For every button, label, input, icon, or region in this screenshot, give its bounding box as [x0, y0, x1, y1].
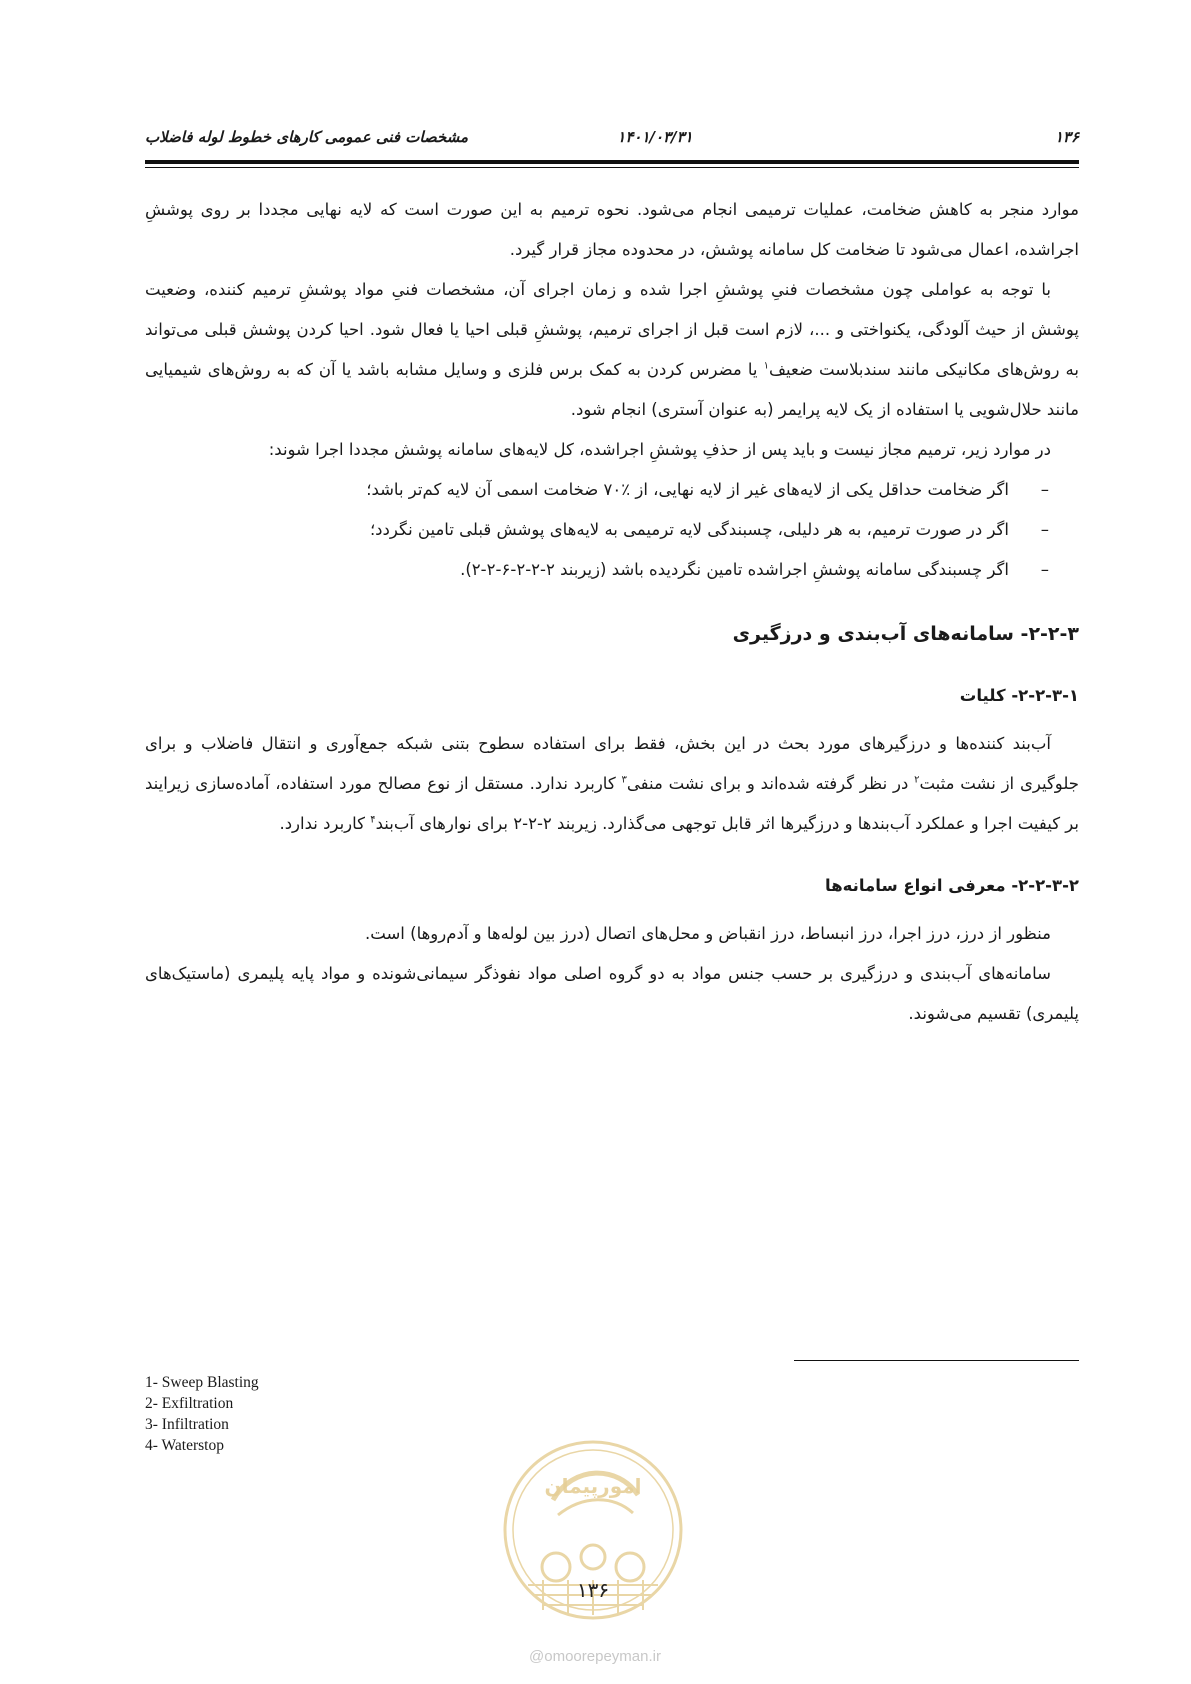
seal-text: امورپیمان: [544, 1474, 642, 1498]
footnote-ref-3[interactable]: ۳: [621, 774, 627, 786]
subsection-heading-general: ۲-۲-۳-۱- کلیات: [959, 686, 1079, 705]
footnote-separator: [794, 1360, 1079, 1361]
list-item: – اگر ضخامت حداقل یکی از لایه‌های غیر از لایه نهایی، از ٪۷۰ ضخامت اسمی آن لایه کم‌تر باشد؛: [366, 480, 1049, 499]
paragraph-6: سامانه‌های آب‌بندی و درزگیری بر حسب جنس مواد به دو گروه اصلی مواد نفوذگر سیمانی‌شونده و مواد پایه پلیمری (ماستیک‌های پلیمری) تقسیم می‌شوند.: [145, 964, 1079, 1023]
watermark-url: @omoorepeyman.ir: [529, 1648, 661, 1665]
seal-number: ۱۳۶: [576, 1578, 610, 1602]
subsection-heading-types: ۲-۲-۳-۲- معرفی انواع سامانه‌ها: [825, 876, 1079, 895]
section-heading: ۲-۲-۳- سامانه‌های آب‌بندی و درزگیری: [732, 623, 1079, 645]
footnotes: [145, 1372, 259, 1456]
paragraph-1: موارد منجر به کاهش ضخامت، عملیات ترمیمی انجام می‌شود. نحوه ترمیم به این صورت است که لایه نهایی مجددا بر روی پوششِ اجراشده، اعمال می‌شود تا ضخامت کل سامانه پوشش، در محدوده مجاز قرار گیرد.: [145, 200, 1079, 259]
watermark-seal-icon: [498, 1435, 688, 1625]
header-rule-thick: [145, 160, 1079, 164]
page-header: [145, 128, 1079, 152]
header-rule-thin: [145, 167, 1079, 168]
header-title: مشخصات فنی عمومی کارهای خطوط لوله فاضلاب: [145, 128, 469, 146]
footnote-item: 2- Exfiltration: [145, 1395, 234, 1412]
footnote-item: 4- Waterstop: [145, 1437, 224, 1454]
footnote-ref-1[interactable]: ۱: [763, 360, 769, 372]
list-item: – اگر در صورت ترمیم، به هر دلیلی، چسبندگی لایه ترمیمی به لایه‌های پوشش قبلی تامین نگردد؛: [369, 520, 1049, 539]
header-page-number: ۱۳۶: [1054, 128, 1079, 146]
paragraph-5: منظور از درز، درز اجرا، درز انبساط، درز انقباض و محل‌های اتصال (درز بین لوله‌ها و آدم‌روها) است.: [365, 924, 1051, 943]
conditions-list: [145, 470, 1079, 590]
footnote-item: 1- Sweep Blasting: [145, 1374, 259, 1391]
footnote-ref-4[interactable]: ۴: [370, 814, 376, 826]
paragraph-3: در موارد زیر، ترمیم مجاز نیست و باید پس از حذفِ پوششِ اجراشده، کل لایه‌های سامانه پوشش مجددا اجرا شوند:: [268, 440, 1051, 459]
page-body: [145, 190, 1079, 1034]
list-item: – اگر چسبندگی سامانه پوششِ اجراشده تامین نگردیده باشد (زیربند ۲-۲-۲-۶-۲-۲).: [460, 560, 1049, 579]
paragraph-4: آب‌بند کننده‌ها و درزگیرهای مورد بحث در این بخش، فقط برای استفاده سطوح بتنی شبکه جمع‌آوری و انتقال فاضلاب و برای جلوگیری از نشت مثبت$^۲$ در نظر گرفته شده‌اند و برای نشت منفی$^۳$ کاربرد ندارد. مستقل از نوع مصالح مورد استفاده، آماده‌سازی زیرایند بر کیفیت اجرا و عملکرد آب‌بندها و درزگیرها اثر قابل توجهی می‌گذارد. زیربند ۲-۲-۲ برای نوارهای آب‌بند$^۴$ کاربرد ندارد.: [145, 734, 1079, 833]
footnote-ref-2[interactable]: ۲: [914, 774, 920, 786]
paragraph-2: با توجه به عواملی چون مشخصات فنیِ پوششِ اجرا شده و زمان اجرای آن، مشخصات فنیِ مواد پوششِ ترمیم کننده، وضعیت پوشش از حیث آلودگی، یکنواختی و ...، لازم است قبل از اجرای ترمیم، پوششِ قبلی احیا یا فعال شود. احیا کردن پوشش قبلی می‌تواند به روش‌های مکانیکی مانند سندبلاست ضعیف$^۱$ یا مضرس کردن به کمک برس فلزی و وسایل مشابه باشد یا آن که به روش‌های شیمیایی مانند حلال‌شویی یا استفاده از یک لایه پرایمر (به عنوان آستری) انجام شود.: [145, 280, 1079, 419]
footnote-item: 3- Infiltration: [145, 1416, 229, 1433]
header-date: ۱۴۰۱/۰۳/۳۱: [617, 128, 693, 146]
